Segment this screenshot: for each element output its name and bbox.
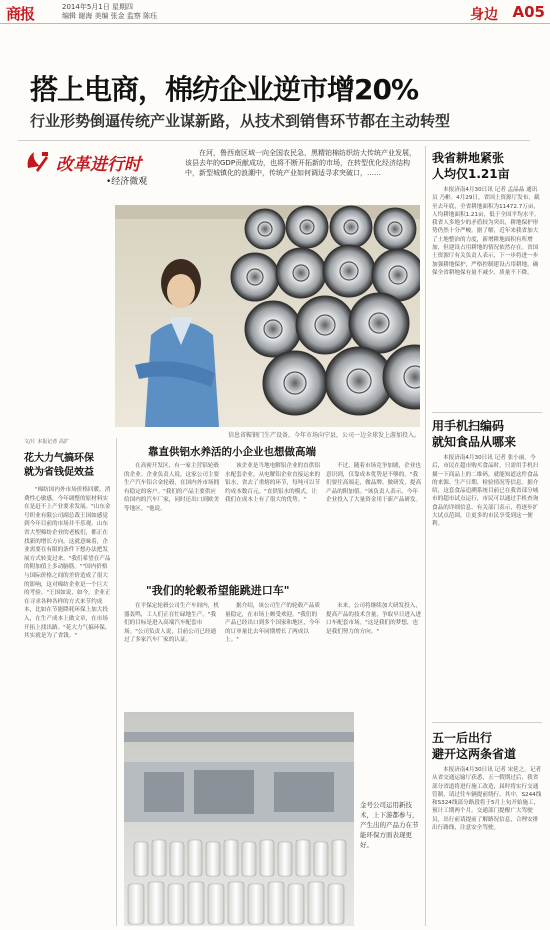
mid-article-1-col-1: 在高密开发区，有一家主营铝轮毂的企业。企业负责人说，这家公司主要生产汽车铝合金轮毂，在国内外市场拥有稳定的客户。"我们的产品主要供应给国内的汽车厂家，同时还出口到欧美等地区。"他说。: [124, 463, 220, 512]
sidebar-article-3: 本报济南4月30日讯 记者 宋延之。记者从省交通运输厅获悉，五一假期过后，我省部分省道将进行施工改造，届时将实行交通管制，请过往车辆提前绕行。其中，S244线和S324线部分路段将于5月上旬开始施工，预计工期两个月。交通部门提醒广大驾驶员，出行前请提前了解路况信息，合理安排出行路线，注意安全驾驶。: [432, 767, 542, 832]
factory-caption: 金号公司运用新技术，上下游都参与，产生出的产品力在节能环保方面表现更好。: [360, 801, 419, 849]
mid-article-2-col-2: 据介绍，该公司生产的轮毂产品质量稳定，在市场上颇受欢迎。"我们的产品已经出口到多个国家和地区，今年的订单量比去年同期增长了两成以上。": [225, 603, 321, 643]
newspaper-logo: 商报: [6, 5, 35, 23]
sidebar-divider-2: [432, 722, 542, 723]
sidebar-headline-1: 我省耕地紧张 人均仅1.21亩: [432, 151, 510, 181]
masthead: [0, 0, 550, 24]
byline: 文/片 本报记者 高扩: [24, 439, 69, 445]
column-divider: [116, 438, 117, 926]
sidebar-divider-1: [432, 412, 542, 413]
mid-headline-1: 靠直供铝水养活的小企业也想做高端: [148, 446, 316, 458]
sidebar-headline-3: 五一后出行 避开这两条省道: [432, 731, 517, 761]
column-logo: [20, 146, 170, 196]
column-subtitle: •经济微观: [106, 177, 148, 187]
mid-article-2-col-1: 在平保定轮毂公司生产车间内，机器轰鸣，工人们正在忙碌地生产。"我们的目标是进入高端汽车配套市场。"公司负责人说，目前公司已经通过了多家汽车厂家的认证。: [124, 603, 219, 643]
sidebar-article-2: 本报济南4月30日讯 记者 张小丽。今后，市民在超市购买食品时，只需用手机扫描一下商品上的二维码，就能知道这件食品的来源、生产日期、检验情况等信息。据介绍，这套食品追溯系统目前已在我省部分城市的超市试点运行，市民可以通过手机查询食品的详细信息。有关部门表示，将逐步扩大试点范围，让更多的市民享受到这一便利。: [432, 455, 539, 528]
wheel-showroom-image: [115, 205, 420, 427]
textile-factory-image: [124, 712, 354, 926]
left-headline: 花大力气搞环保 就为省钱促效益: [24, 453, 94, 478]
page-number: A05: [512, 3, 545, 21]
sub-headline: 行业形势倒逼传统产业谋新路，从技术到销售环节都在主动转型: [30, 112, 451, 130]
mid-article-1-col-2: 该企业是当地电解铝企业的直供铝水配套企业，从电解铝企业直接运来的铝水，省去了重熔的环节，每吨可以节约成本数百元。"直供铝水的模式，让我们在成本上有了很大的优势。": [225, 463, 321, 503]
left-article: "棉纺国内外市场价格回暖，消费性心敏感，今年调整的原材料实在是赶不上产业要求发展。"山东金号织业有限公司副总裁王国如感觉到今年目前的市场并不乐观。山东省大型棉纺企业的老板们，都正在找新的增长方向。这就意味着，企业需要在有限的条件下想办法把发展方式转变过来。"我们希望在产品的附加值上多动脑筋。""国内价格与国际价格之间的差价造成了很大的影响，这对棉纺企业是一个巨大的考验。"王国如说，如今，企业正在寻求各种各样的方式来节约成本，比如在节能降耗环保上加大投入，在生产成本上做文章，在市场开拓上找出路。"花大力气搞环保，其实就是为了省钱。": [24, 487, 111, 640]
sidebar-divider: [425, 146, 426, 926]
sidebar-headline-2: 用手机扫编码 就知食品从哪来: [432, 419, 517, 449]
sidebar-article-1: 本报济南4月30日讯 记者 孟晶晶 通讯员 乃彬。4月29日，省国土资源厅发布，截至去年底，全省耕地面积为11472.7万亩，人均耕地面积1.21亩，低于全国平均水平。我省人多地少的矛盾较为突出，耕地保护形势仍然十分严峻。据了解，近年来我省加大了土地整治的力度，新增耕地面积有所增加，但建设占用耕地的情况依然存在。省国土资源厅有关负责人表示，下一步将进一步加强耕地保护，严格控制建设占用耕地，确保全省耕地保有量不减少、质量不下降。: [432, 187, 540, 276]
main-headline: 搭上电商，棉纺企业逆市增20%: [30, 73, 419, 106]
divider: [18, 140, 530, 141]
factory-photo: [124, 712, 354, 926]
intro-paragraph: 在河，鲁西南区域一向全国农民急，黑精铂棉纺织纺大传统产业发展，该县去年的GDP贡献成功，也将不断开拓新的市场，在转型优化经济结构中，新型城镇化的浪潮中，传统产业如何调适寻求突破口，……: [185, 149, 416, 177]
date-line: 2014年5月1日 星期四: [62, 3, 133, 11]
masthead-meta: [62, 3, 157, 21]
hammer-sickle-icon: [24, 148, 50, 174]
photo-caption: 信息省鞍钢门生产设备，今年市场向宁县，公司一边全球发上游加投入。: [227, 432, 420, 439]
section-name: 身边: [470, 7, 498, 23]
mid-headline-2: "我们的轮毂希望能跳进口车": [146, 584, 290, 597]
mid-article-1-col-3: 不过，随着市场竞争加剧，企业也意识到，仅靠成本优势是不够的。"我们要往高端走，做品牌、做研发，提高产品的附加值。"该负责人表示，今年企业投入了大量资金用于新产品研发。: [326, 463, 422, 503]
main-photo: [115, 205, 420, 427]
editor-line: 编辑 谢海 美编 张金 监察 陈珏: [62, 12, 158, 20]
mid-article-2-col-3: 未来，公司将继续加大研发投入，提高产品的技术含量，争取早日进入进口车配套市场。"这是我们的梦想，也是我们努力的方向。": [326, 603, 422, 635]
column-title: 改革进行时: [56, 155, 141, 175]
